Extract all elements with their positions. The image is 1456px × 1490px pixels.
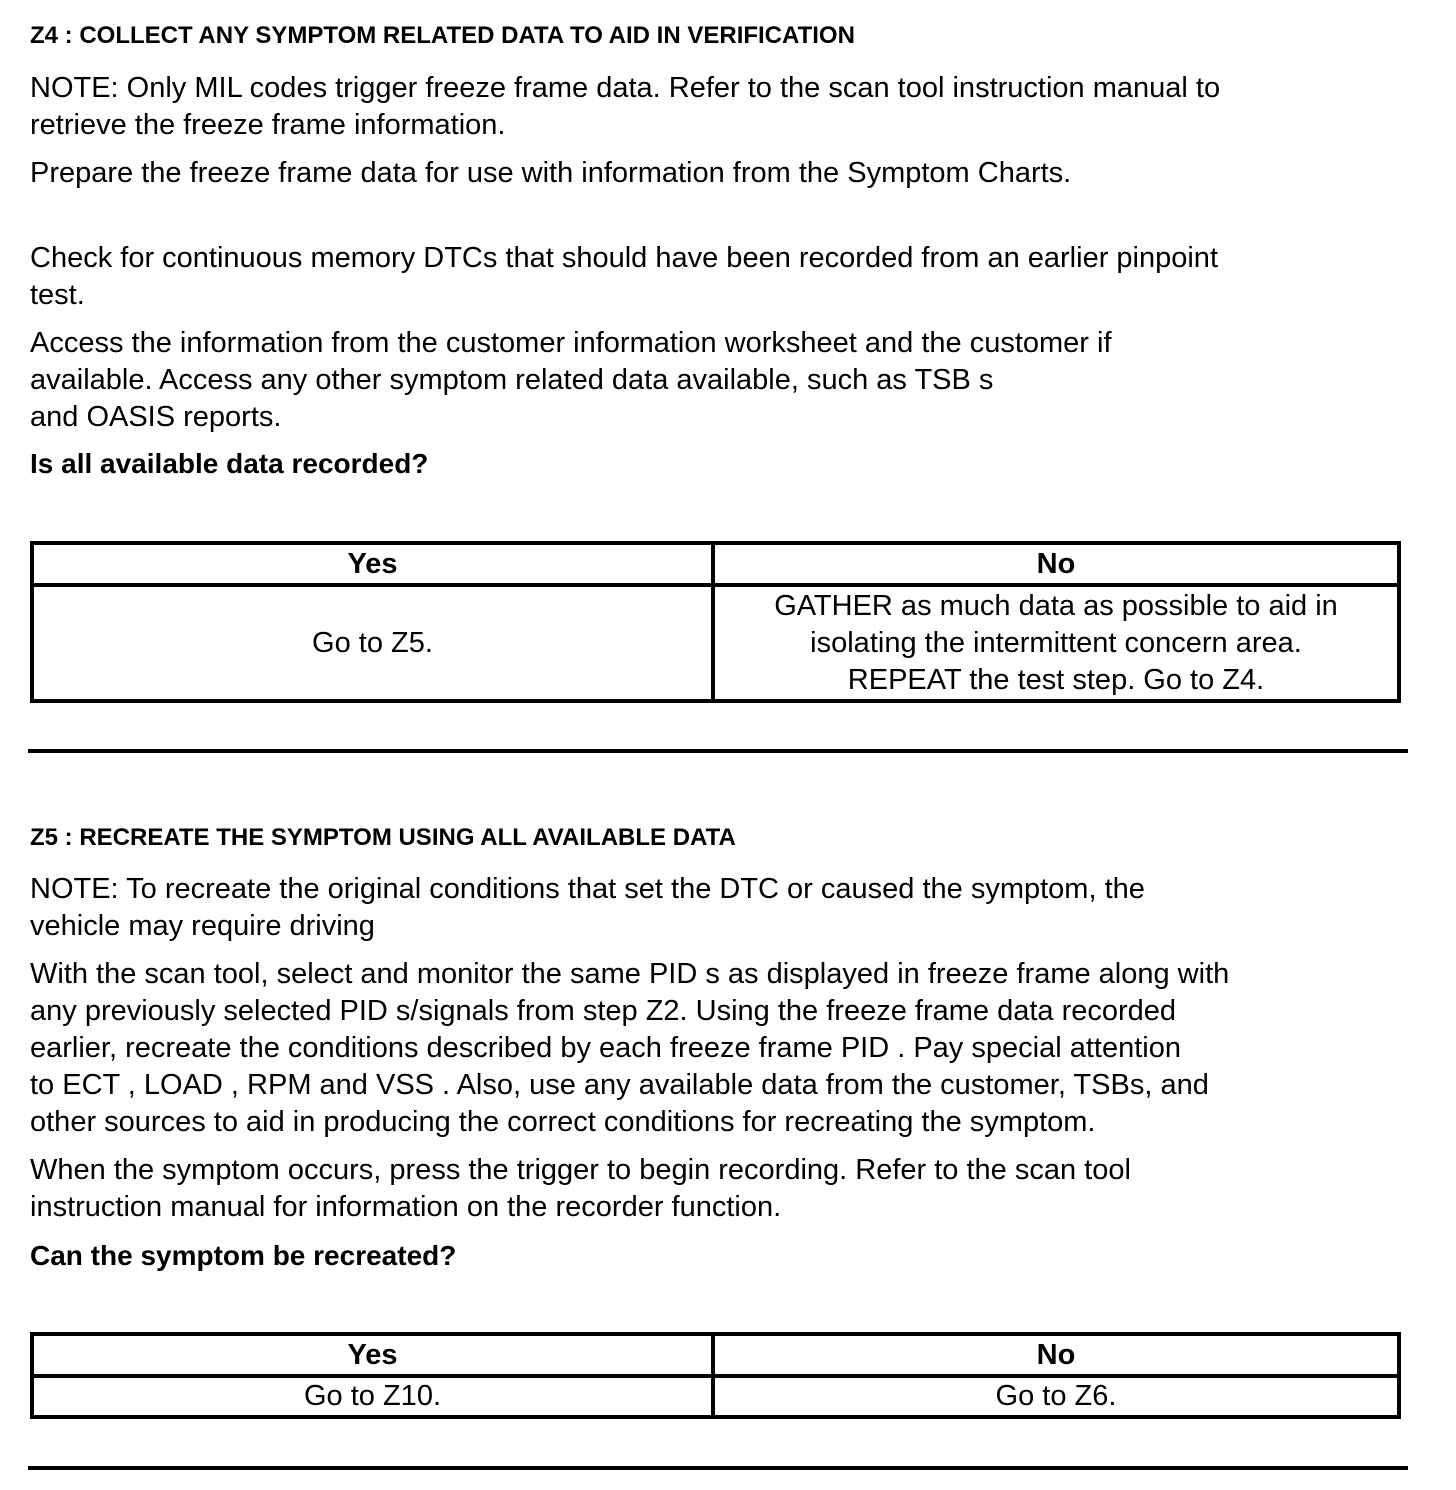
z4-no-header: No [713, 543, 1399, 585]
z4-table-header-row [32, 543, 1399, 585]
z5-when-text: When the symptom occurs, press the trigger to begin recording. Refer to the scan tool instruction manual for information on the recorder function. [30, 1154, 1131, 1223]
z4-no-action-line-1: GATHER as much data as possible to aid in [774, 589, 1338, 622]
z5-no-action: Go to Z6. [713, 1376, 1399, 1417]
z5-question: Can the symptom be recreated? [30, 1240, 457, 1271]
z5-no-header: No [713, 1334, 1399, 1376]
z4-yes-action: Go to Z5. [32, 585, 713, 701]
z4-no-action-line-2: isolating the intermittent concern area. [810, 626, 1302, 659]
z5-scan-text: With the scan tool, select and monitor the same PID s as displayed in freeze frame along with any previously selected PID s/signals from step Z2. Using the freeze frame data recorded earlier, recreate the conditions described by each freeze frame PID . Pay special attention to ECT , LOAD , RPM and VSS . Also, use any available data from the customer, TSBs, and other sources to aid in producing the correct conditions for recreating the symptom. [30, 958, 1230, 1138]
z5-table-action-row [32, 1376, 1399, 1417]
z5-section-divider [28, 1466, 1408, 1470]
z5-answer-table [30, 1332, 1401, 1419]
z4-check-text: Check for continuous memory DTCs that should have been recorded from an earlier pinpoint test. [30, 242, 1218, 311]
z4-answer-table [30, 541, 1401, 703]
z5-note: NOTE: To recreate the original conditions that set the DTC or caused the symptom, the vehicle may require driving [30, 873, 1145, 942]
z4-no-action [713, 585, 1399, 701]
z4-note: NOTE: Only MIL codes trigger freeze frame data. Refer to the scan tool instruction manual to retrieve the freeze frame information. [30, 72, 1221, 141]
z5-heading: Z5 : RECREATE THE SYMPTOM USING ALL AVAILABLE DATA [30, 824, 736, 851]
z4-section-divider [28, 749, 1408, 753]
z5-table-header-row [32, 1334, 1399, 1376]
z4-table-action-row [32, 585, 1399, 701]
z5-yes-action: Go to Z10. [32, 1376, 713, 1417]
z5-yes-header: Yes [32, 1334, 713, 1376]
z4-access-text: Access the information from the customer information worksheet and the customer if available. Access any other symptom related data available, such as TSB s and OASIS reports. [30, 327, 1112, 433]
z4-prepare-text: Prepare the freeze frame data for use with information from the Symptom Charts. [30, 157, 1072, 189]
z4-heading: Z4 : COLLECT ANY SYMPTOM RELATED DATA TO AID IN VERIFICATION [30, 22, 855, 49]
z4-no-action-line-3: REPEAT the test step. Go to Z4. [847, 663, 1265, 696]
z4-question: Is all available data recorded? [30, 448, 429, 479]
z4-yes-header: Yes [32, 543, 713, 585]
